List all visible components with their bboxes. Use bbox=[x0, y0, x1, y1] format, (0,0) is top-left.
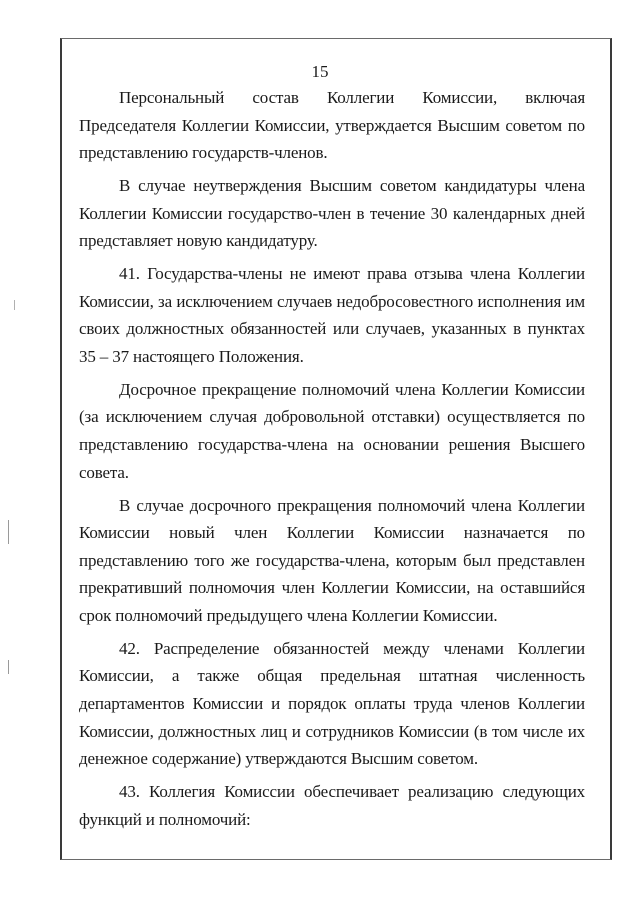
paragraph: 42. Распределение обязанностей между членами Коллегии Комиссии, а также общая предельная штатная численность департаментов Комиссии и порядок оплаты труда членов Коллегии Комиссии, должностных лиц и сотрудников Комиссии (в том числе их денежное содержание) утверждаются Высшим советом. bbox=[79, 638, 585, 769]
scan-artifact-line bbox=[8, 520, 9, 544]
paragraph: В случае досрочного прекращения полномочий члена Коллегии Комиссии новый член Коллегии Комиссии назначается по представлению того же государства-члена, которым был представлен прекративший полномочия член Коллегии Комиссии, на оставшийся срок полномочий предыдущего члена Коллегии Комиссии. bbox=[79, 495, 585, 625]
page-number: 15 bbox=[311, 62, 329, 81]
scan-artifact-dot bbox=[14, 300, 15, 310]
paragraph: 41. Государства-члены не имеют права отзыва члена Коллегии Комиссии, за исключением случаев недобросовестного исполнения им своих должностных обязанностей или случаев, указанных в пунктах 35 – 37 настоящего Положения. bbox=[79, 264, 585, 366]
scan-artifact-line bbox=[8, 660, 9, 674]
paragraph: Досрочное прекращение полномочий члена Коллегии Комиссии (за исключением случая добровольной отставки) осуществляется по представлению государства-члена на основании решения Высшего совета. bbox=[79, 379, 585, 482]
paragraph: Персональный состав Коллегии Комиссии, включая Председателя Коллегии Комиссии, утверждается Высшим советом по представлению государств-членов. bbox=[79, 88, 585, 163]
paragraph: В случае неутверждения Высшим советом кандидатуры члена Коллегии Комиссии государство-член в течение 30 календарных дней представляет новую кандидатуру. bbox=[79, 176, 585, 251]
paragraph: 43. Коллегия Комиссии обеспечивает реализацию следующих функций и полномочий: bbox=[79, 782, 585, 829]
document-body bbox=[79, 84, 585, 833]
